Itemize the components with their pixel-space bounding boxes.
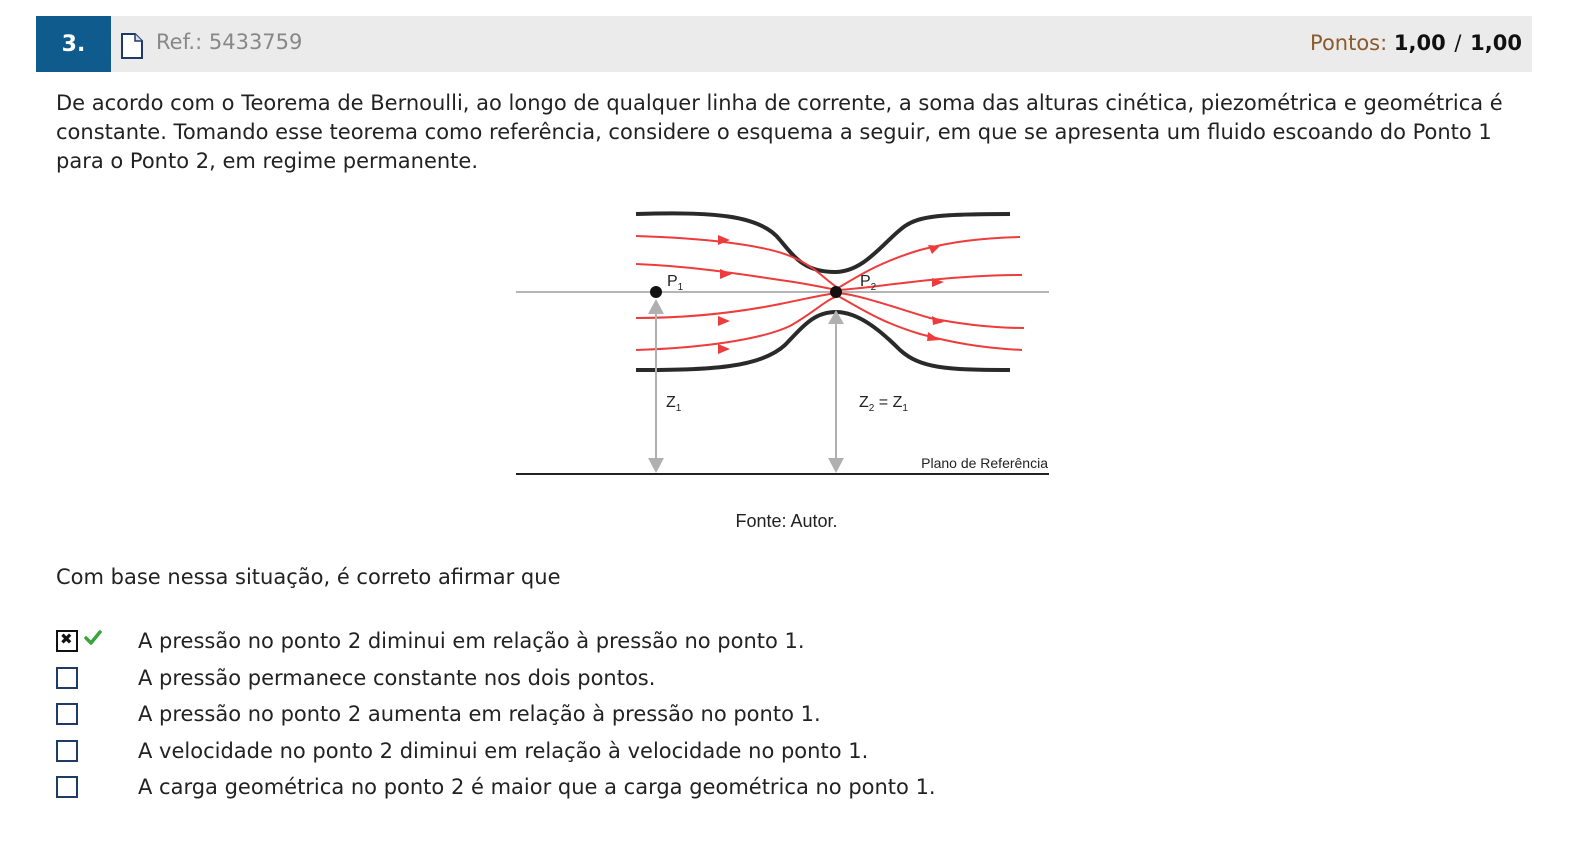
option-checkbox[interactable] [56,703,78,725]
points-separator: / [1454,31,1462,55]
option-checkbox[interactable] [56,667,78,689]
option-row[interactable] [56,627,1056,657]
p1-label: $P_1$ [667,273,684,293]
option-text: A pressão permanece constante nos dois pontos. [138,666,656,690]
option-text: A velocidade no ponto 2 diminui em relação à velocidade no ponto 1. [138,739,869,763]
flow-arrow [718,344,730,354]
question-number: 3. [36,16,111,72]
document-icon[interactable] [120,33,144,63]
option-checkbox[interactable] [56,776,78,798]
point-1 [650,286,662,298]
streamline-1 [636,236,1020,288]
option-text: A pressão no ponto 2 diminui em relação à pressão no ponto 1. [138,629,805,653]
streamline-2 [636,264,1022,290]
option-checkbox[interactable] [56,630,78,652]
flow-arrow [718,316,730,326]
question-header [36,16,1532,72]
points-earned: 1,00 [1393,31,1446,55]
question-text: De acordo com o Teorema de Bernoulli, ao longo de qualquer linha de corrente, a soma das alturas cinética, piezométrica e geométrica é constante. Tomando esse teorema como referência, considere o esquema a seguir, em que se apresenta um fluido escoando do Ponto 1 para o Ponto 2, em regime permanente. [56,91,1503,173]
point-2 [830,286,842,298]
option-text: A carga geométrica no ponto 2 é maior que a carga geométrica no ponto 1. [138,775,936,799]
z1-label: $Z_1$ [666,394,682,414]
bernoulli-diagram [500,200,1060,494]
z1-arrow-head-up [648,299,664,314]
option-row[interactable] [56,664,1056,694]
option-row[interactable] [56,737,1056,767]
figure-caption: Fonte: Autor. [735,511,838,531]
points-label: Pontos: [1310,31,1388,55]
check-icon [84,629,102,651]
question-reference: Ref.: 5433759 [156,30,303,54]
z1-arrow-head-down [648,458,664,473]
z2-arrow-head-down [828,458,844,473]
reference-plane-label: Plano de Referência [921,455,1048,471]
flow-arrow [718,235,730,245]
question-prompt: Com base nessa situação, é correto afirmar que [56,565,561,589]
points-total: 1,00 [1470,31,1522,55]
flow-arrow [720,269,732,279]
flow-arrow [927,332,940,341]
option-checkbox[interactable] [56,740,78,762]
option-row[interactable] [56,700,1056,730]
p2-label: $P_2$ [860,273,877,293]
option-text: A pressão no ponto 2 aumenta em relação à pressão no ponto 1. [138,702,821,726]
points-display [1310,31,1522,55]
option-row[interactable] [56,773,1056,803]
flow-arrow [928,245,940,254]
z2-label: $Z_2 = Z_1$ [859,394,908,414]
